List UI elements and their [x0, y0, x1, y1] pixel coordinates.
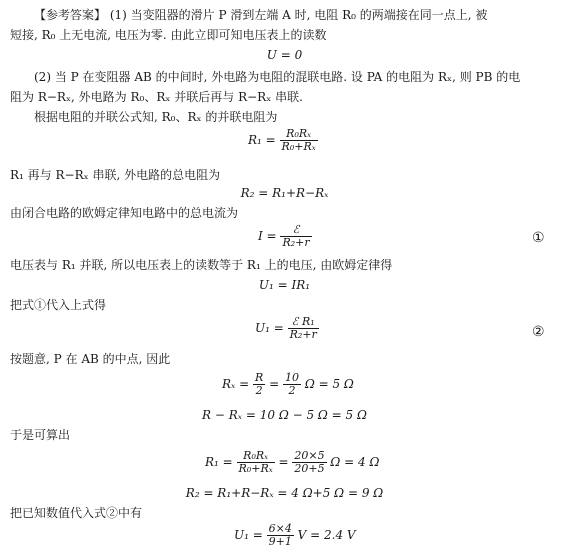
numerator: 20×5	[294, 449, 325, 462]
eq-equals: =	[278, 455, 289, 469]
eq-result: Ω = 5 Ω	[304, 377, 354, 391]
denominator: 2	[255, 384, 263, 397]
answer-paragraph-3: 根据电阻的并联公式知, R₀、Rₓ 的并联电阻为	[34, 110, 278, 124]
equation-u1: U₁ = IR₁	[258, 278, 311, 292]
eq-result: V = 2.4 V	[297, 528, 356, 542]
equation-r1-parallel	[248, 128, 318, 153]
eq-lhs: Rₓ =	[222, 377, 250, 391]
equation-r2-value: R₂ = R₁+R−Rₓ = 4 Ω+5 Ω = 9 Ω	[185, 486, 384, 500]
equation-u-zero: U = 0	[266, 48, 303, 62]
denominator: R₀+Rₓ	[281, 140, 316, 153]
answer-paragraph-1-line-2: 短接, R₀ 上无电流, 电压为零. 由此立即可知电压表上的读数	[10, 28, 327, 42]
equation-u1-substituted	[255, 316, 319, 341]
eq-lhs: R₁ =	[205, 455, 233, 469]
fraction	[280, 224, 311, 249]
answer-paragraph-2-line-2: 阻为 R−Rₓ, 外电路为 R₀、Rₓ 并联后再与 R−Rₓ 串联.	[10, 90, 303, 104]
eq-lhs: U₁ =	[234, 528, 263, 542]
answer-paragraph-1-line-1: 【参考答案】 (1) 当变阻器的滑片 P 滑到左端 A 时, 电阻 R₀ 的两端接在同一点上, 被	[34, 8, 488, 22]
denominator: 9+1	[268, 535, 292, 548]
denominator: R₂+r	[282, 236, 310, 249]
answer-paragraph-8: 按题意, P 在 AB 的中点, 因此	[10, 352, 171, 366]
answer-paragraph-2-line-1: (2) 当 P 在变阻器 AB 的中间时, 外电路为电阻的混联电路. 设 PA 的电阻为 Rₓ, 则 PB 的电	[34, 70, 521, 84]
eq-equals: =	[269, 377, 280, 391]
equation-marker-2: ②	[532, 324, 545, 340]
fraction	[253, 372, 265, 397]
answer-paragraph-7: 把式①代入上式得	[10, 298, 107, 312]
equation-r1-value	[205, 450, 379, 475]
fraction	[283, 372, 301, 397]
fraction	[237, 450, 275, 475]
numerator: 10	[285, 371, 300, 384]
answer-paragraph-10: 把已知数值代入式②中有	[10, 506, 143, 520]
eq-result: Ω = 4 Ω	[330, 455, 380, 469]
numerator: R	[255, 371, 264, 384]
equation-rx	[222, 372, 354, 397]
fraction	[280, 128, 318, 153]
equation-r2: R₂ = R₁+R−Rₓ	[240, 186, 329, 200]
answer-paragraph-5: 由闭合电路的欧姆定律知电路中的总电流为	[10, 206, 239, 220]
eq-lhs: U₁ =	[255, 321, 284, 335]
numerator: 6×4	[268, 522, 292, 535]
equation-marker-1: ①	[532, 230, 545, 246]
answer-paragraph-9: 于是可算出	[10, 428, 71, 442]
answer-paragraph-4: R₁ 再与 R−Rₓ 串联, 外电路的总电阻为	[10, 168, 221, 182]
numerator: ℰ	[280, 224, 311, 237]
equation-u1-value	[234, 523, 356, 548]
fraction	[267, 523, 294, 548]
eq-lhs: I =	[258, 229, 277, 243]
answer-paragraph-6: 电压表与 R₁ 并联, 所以电压表上的读数等于 R₁ 上的电压, 由欧姆定律得	[10, 258, 393, 272]
denominator: R₂+r	[289, 328, 317, 341]
denominator: 2	[288, 384, 296, 397]
equation-r-minus-rx: R − Rₓ = 10 Ω − 5 Ω = 5 Ω	[202, 408, 367, 422]
numerator: ℰ R₁	[288, 316, 319, 329]
numerator: R₀Rₓ	[280, 128, 318, 141]
eq-lhs: R₁ =	[248, 133, 276, 147]
fraction	[292, 450, 326, 475]
denominator: 20+5	[294, 462, 325, 475]
equation-current	[258, 224, 312, 249]
fraction	[288, 316, 319, 341]
numerator: R₀Rₓ	[237, 450, 275, 463]
denominator: R₀+Rₓ	[238, 462, 273, 475]
